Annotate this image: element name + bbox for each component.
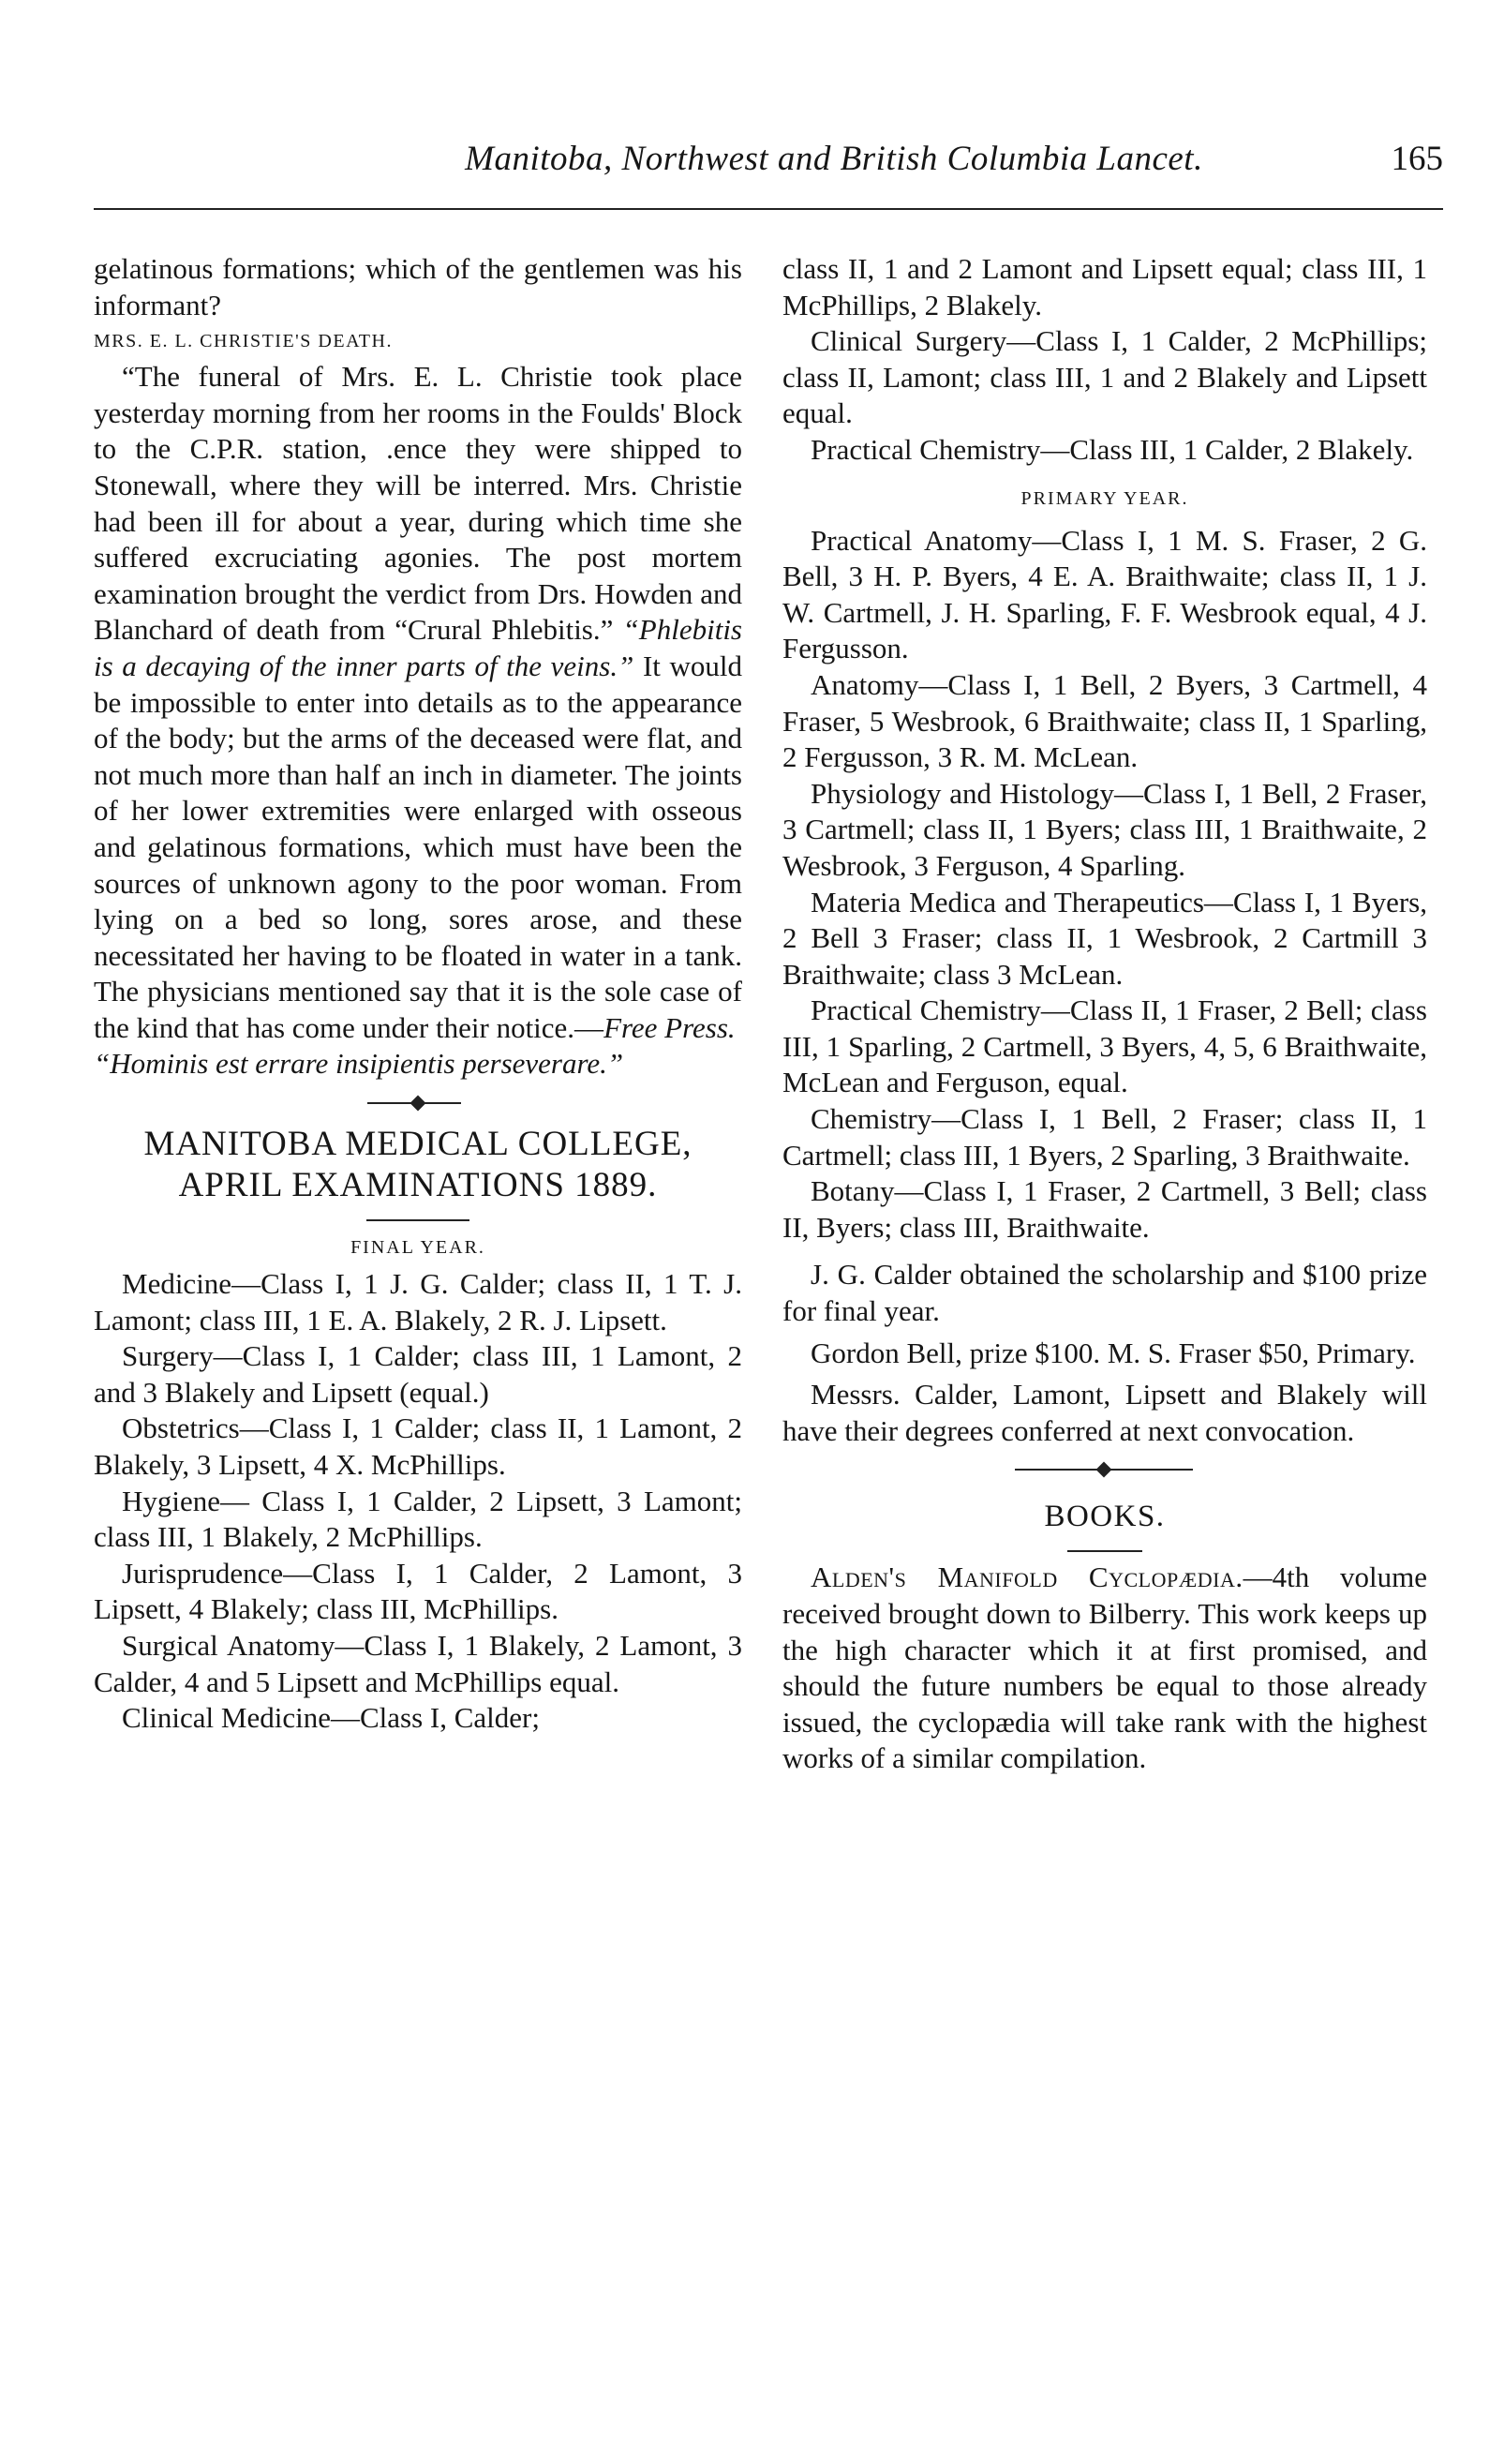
- final-year-heading: FINAL YEAR.: [350, 1237, 485, 1259]
- result-surgical-anatomy: Surgical Anatomy—Class I, 1 Blakely, 2 Lamont, 3 Calder, 4 and 5 Lipsett and McPhillips equal.: [94, 1629, 742, 1698]
- college-heading-1: MANITOBA MEDICAL COLLEGE,: [143, 1125, 692, 1164]
- result-hygiene: Hygiene— Class I, 1 Calder, 2 Lipsett, 3 Lamont; class III, 1 Blakely, 2 McPhillips.: [94, 1484, 742, 1554]
- result-obstetrics: Obstetrics—Class I, 1 Calder; class II, 1 Lamont, 2 Blakely, 3 Lipsett, 4 X. McPhillips.: [94, 1411, 742, 1482]
- paragraph-text: “The funeral of Mrs. E. L. Christie took place yesterday morning from her rooms in the Foulds' Block to the C.P.R. station, .ence they were shipped to Stonewall, where they will be interred. Mrs. Christie had been ill for about a year, during which time she suffered excruciating agonies. The post mortem examination brought the verdict from Drs. Howden and Blanchard of death from “Crural Phlebitis.”: [94, 360, 742, 647]
- right-column: [782, 251, 1427, 1777]
- result-surgery: Surgery—Class I, 1 Calder; class III, 1 Lamont, 2 and 3 Blakely and Lipsett (equal.): [94, 1339, 742, 1409]
- source-citation: Free Press.: [603, 1010, 736, 1044]
- result-anatomy: Anatomy—Class I, 1 Bell, 2 Byers, 3 Cartmell, 4 Fraser, 5 Wesbrook, 6 Braithwaite; class II, 1 Sparling, 2 Fergusson, 3 R. M. McLean.: [782, 667, 1427, 774]
- ornament-divider: [782, 1451, 1427, 1488]
- ornament-dot: [410, 1096, 426, 1112]
- result-botany: Botany—Class I, 1 Fraser, 2 Cartmell, 3 Bell; class II, Byers; class III, Braithwaite.: [782, 1174, 1427, 1244]
- book-review: [782, 1560, 1427, 1777]
- book-title: Alden's Manifold Cyclopædia.: [811, 1561, 1243, 1594]
- result-clinical-surgery: Clinical Surgery—Class I, 1 Calder, 2 McPhillips; class II, Lamont; class III, 1 and 2 Blakely and Lipsett equal.: [782, 324, 1427, 430]
- paragraph-continuation: gelatinous formations; which of the gentlemen was his informant?: [94, 252, 742, 321]
- italic-quote: “Phlebitis is a decaying of the inner parts of the veins.”: [94, 613, 742, 682]
- page-number: 165: [1391, 140, 1443, 178]
- page-header: [94, 131, 1443, 187]
- header-rule: [94, 208, 1443, 210]
- left-column: [94, 251, 742, 1737]
- college-heading-2: APRIL EXAMINATIONS 1889.: [178, 1166, 658, 1205]
- result-physiology: Physiology and Histology—Class I, 1 Bell, 2 Fraser, 3 Cartmell; class II, 1 Byers; class III, 1 Braithwaite, 2 Wesbrook, 3 Ferguson, 4 Sparling.: [782, 776, 1427, 882]
- result-materia-medica: Materia Medica and Therapeutics—Class I, 1 Byers, 2 Bell 3 Fraser; class II, 1 Wesbrook, 2 Cartmill 3 Braithwaite; class 3 McLean.: [782, 885, 1427, 991]
- ornament-divider: [94, 1084, 742, 1122]
- result-jurisprudence: Jurisprudence—Class I, 1 Calder, 2 Lamont, 3 Lipsett, 4 Blakely; class III, McPhillips.: [94, 1556, 742, 1626]
- latin-quote: “Hominis est errare insipientis perseverare.”: [94, 1047, 624, 1081]
- result-medicine: Medicine—Class I, 1 J. G. Calder; class II, 1 T. J. Lamont; class III, 1 E. A. Blakely, 2 R. J. Lipsett.: [94, 1267, 742, 1337]
- result-practical-chemistry-final: Practical Chemistry—Class III, 1 Calder, 2 Blakely.: [811, 432, 1414, 466]
- paragraph-text-2: It would be impossible to enter into details as to the appearance of the body; but the arms of the deceased were flat, and not much more than half an inch in diameter. The joints of her lower extremities were enlarged with osseous and gelatinous formations, which must have been the sources of unknown agony to the poor woman. From lying on a bed so long, sores arose, and these necessitated her having to be floated in water in a tank. The physicians mentioned say that it is the sole case of the kind that has come under their notice.—: [94, 649, 743, 1044]
- note-scholarship: J. G. Calder obtained the scholarship and $100 prize for final year.: [782, 1258, 1427, 1328]
- spacer: [782, 1246, 1427, 1257]
- ornament-dot: [1096, 1462, 1112, 1478]
- running-title: Manitoba, Northwest and British Columbia Lancet.: [465, 140, 1203, 178]
- spacer: [782, 469, 1427, 480]
- note-degrees: Messrs. Calder, Lamont, Lipsett and Blakely will have their degrees conferred at next convocation.: [782, 1378, 1427, 1447]
- result-chemistry: Chemistry—Class I, 1 Bell, 2 Fraser; class II, 1 Cartmell; class III, 1 Byers, 2 Sparling, 3 Braithwaite.: [782, 1102, 1427, 1172]
- primary-year-heading: PRIMARY YEAR.: [1020, 487, 1189, 509]
- result-practical-chemistry-primary: Practical Chemistry—Class II, 1 Fraser, 2 Bell; class III, 1 Sparling, 2 Cartmell, 3 Byers, 4, 5, 6 Braithwaite, McLean and Ferguson, equal.: [782, 993, 1427, 1099]
- result-practical-anatomy: Practical Anatomy—Class I, 1 M. S. Fraser, 2 G. Bell, 3 H. P. Byers, 4 E. A. Braithwaite; class II, 1 J. W. Cartmell, J. H. Sparling, F. F. Wesbrook equal, 4 J. Fergusson.: [782, 523, 1427, 665]
- result-clinical-medicine: Clinical Medicine—Class I, Calder;: [122, 1701, 540, 1735]
- death-heading: MRS. E. L. CHRISTIE'S DEATH.: [94, 331, 393, 352]
- short-rule: [1067, 1550, 1142, 1552]
- note-prize: Gordon Bell, prize $100. M. S. Fraser $50, Primary.: [811, 1336, 1416, 1369]
- short-rule: [366, 1219, 469, 1221]
- book-review-text: —4th volume received brought down to Bilberry. This work keeps up the high character which it at first promised, and should the future numbers be equal to those already issued, the cyclopædia will take rank with the highest works of a similar compilation.: [782, 1561, 1427, 1775]
- paragraph-christie-death: [94, 359, 742, 1083]
- books-heading: BOOKS.: [1044, 1500, 1166, 1534]
- result-clinical-medicine-cont: class II, 1 and 2 Lamont and Lipsett equal; class III, 1 McPhillips, 2 Blakely.: [782, 252, 1427, 321]
